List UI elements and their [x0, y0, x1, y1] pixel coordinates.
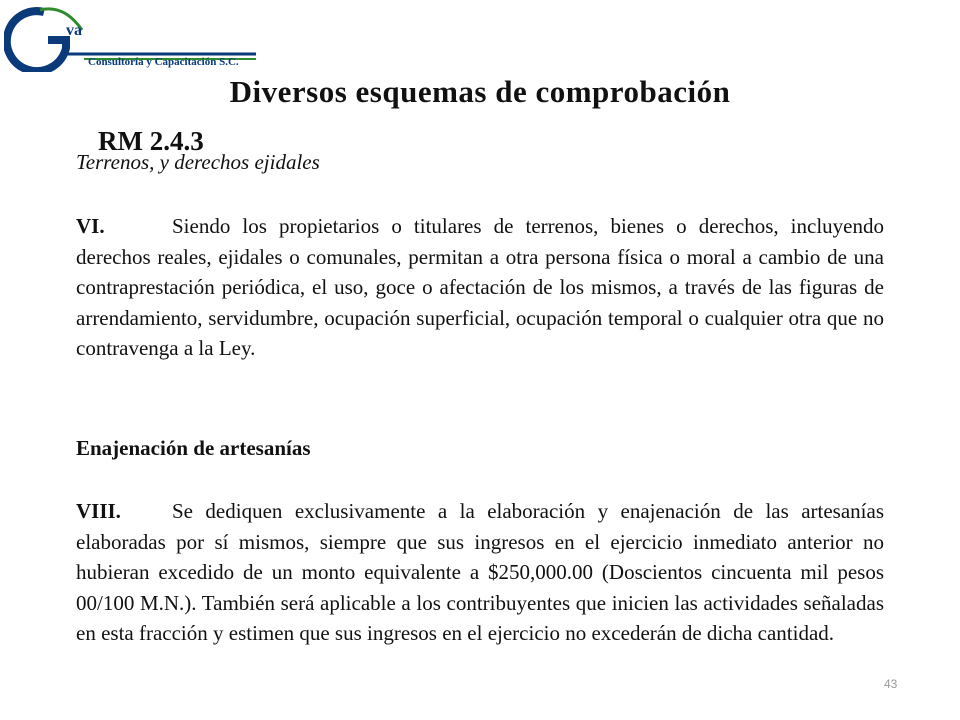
paragraph-text: Siendo los propietarios o titulares de terrenos, bienes o derechos, incluyendo derechos reales, ejidales o comunales, permitan a otra persona física o moral a cambio de una contraprestación periódica, el uso, goce o afectación de los mismos, a través de las figuras de arrendamiento, servidumbre, ocupación superficial, ocupación temporal o cualquier otra que no contravenga a la Ley. [76, 214, 884, 360]
logo-g-arc [7, 11, 66, 71]
paragraph-fraccion-vi [76, 211, 884, 364]
slide-subtitle: RM 2.4.3 [98, 126, 204, 156]
slide-title: Diversos esquemas de comprobación [229, 74, 731, 109]
logo-caption: Consultoría y Capacitación S.C. [88, 56, 239, 68]
section-heading-artesanias: Enajenación de artesanías [76, 436, 311, 460]
section-heading-terrenos: Terrenos, y derechos ejidales [76, 150, 320, 174]
page-number: 43 [884, 677, 898, 691]
logo-subtext: va [66, 22, 82, 39]
fraction-number: VI. [76, 214, 105, 238]
paragraph-fraccion-viii [76, 496, 884, 649]
paragraph-text: Se dediquen exclusivamente a la elaboración y enajenación de las artesanías elaboradas por sí mismos, siempre que sus ingresos en el ejercicio inmediato anterior no hubieran excedido de un monto equivalente a $250,000.00 (Doscientos cincuenta mil pesos 00/100 M.N.). También será aplicable a los contribuyentes que inicien las actividades señaladas en esta fracción y estimen que sus ingresos en el ejercicio no excederán de dicha cantidad. [76, 499, 884, 645]
fraction-number: VIII. [76, 499, 121, 523]
